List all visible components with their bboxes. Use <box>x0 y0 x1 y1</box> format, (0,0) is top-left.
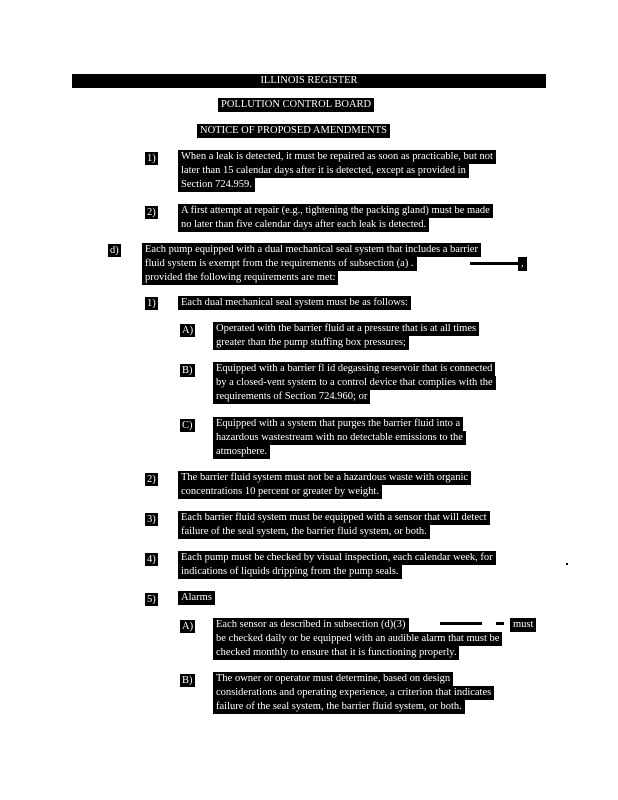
item-line: fluid system is exempt from the requirements of subsection (a) . <box>142 257 417 271</box>
item-line: Operated with the barrier fluid at a pressure that is at all times <box>213 322 479 336</box>
item-line: indications of liquids dripping from the pump seals. <box>178 565 402 579</box>
item-line: Equipped with a barrier fl id degassing reservoir that is connected <box>213 362 495 376</box>
item-label: d) <box>110 245 119 256</box>
item-label: 5) <box>147 594 156 605</box>
item-label: B) <box>182 675 193 686</box>
item-label: 1) <box>147 153 156 164</box>
item-line: Section 724.959. <box>178 178 255 192</box>
item-line: A first attempt at repair (e.g., tightening the packing gland) must be made <box>178 204 493 218</box>
item-line: be checked daily or be equipped with an audible alarm that must be <box>213 632 502 646</box>
item-line: Equipped with a system that purges the barrier fluid into a <box>213 417 463 431</box>
notice-title: NOTICE OF PROPOSED AMENDMENTS <box>197 124 390 138</box>
register-title: ILLINOIS REGISTER <box>72 74 546 88</box>
item-label: 1) <box>147 298 156 309</box>
item-line: failure of the seal system, the barrier fluid system, or both. <box>213 700 465 714</box>
item-label: 2) <box>147 207 156 218</box>
item-line: hazardous wastestream with no detectable emissions to the <box>213 431 466 445</box>
item-line: later than 15 calendar days after it is detected, except as provided in <box>178 164 469 178</box>
redaction-mark <box>496 622 504 625</box>
item-label: 2) <box>147 474 156 485</box>
item-line: The owner or operator must determine, based on design <box>213 672 453 686</box>
item-line: provided the following requirements are met: <box>142 271 338 285</box>
item-line: failure of the seal system, the barrier fluid system, or both. <box>178 525 430 539</box>
item-label: A) <box>182 621 194 632</box>
redaction-mark <box>440 622 482 625</box>
item-line: atmosphere. <box>213 445 270 459</box>
item-line: checked monthly to ensure that it is functioning properly. <box>213 646 459 660</box>
item-line: Each sensor as described in subsection (d)(3) <box>213 618 409 632</box>
item-label: B) <box>182 365 193 376</box>
item-label: 3) <box>147 514 156 525</box>
item-line: Each barrier fluid system must be equipped with a sensor that will detect <box>178 511 490 525</box>
item-line: When a leak is detected, it must be repaired as soon as practicable, but not <box>178 150 496 164</box>
item-line-fragment: must <box>510 618 536 632</box>
item-label: A) <box>182 325 194 336</box>
item-line: considerations and operating experience, a criterion that indicates <box>213 686 494 700</box>
item-line: Each pump must be checked by visual inspection, each calendar week, for <box>178 551 496 565</box>
board-title: POLLUTION CONTROL BOARD <box>218 98 374 112</box>
item-label: 4) <box>147 554 156 565</box>
item-line: greater than the pump stuffing box pressures; <box>213 336 409 350</box>
item-line: by a closed-vent system to a control device that complies with the <box>213 376 496 390</box>
item-line: no later than five calendar days after each leak is detected. <box>178 218 429 232</box>
redaction-mark <box>470 262 518 265</box>
item-line: Each pump equipped with a dual mechanical seal system that includes a barrier <box>142 243 481 257</box>
item-line-fragment: , <box>518 257 527 271</box>
item-label: C) <box>182 420 193 431</box>
item-line: concentrations 10 percent or greater by weight. <box>178 485 382 499</box>
item-line: Each dual mechanical seal system must be as follows: <box>178 296 411 310</box>
item-line: The barrier fluid system must not be a hazardous waste with organic <box>178 471 471 485</box>
scan-speck <box>566 563 568 565</box>
item-line: Alarms <box>178 591 215 605</box>
item-line: requirements of Section 724.960; or <box>213 390 370 404</box>
